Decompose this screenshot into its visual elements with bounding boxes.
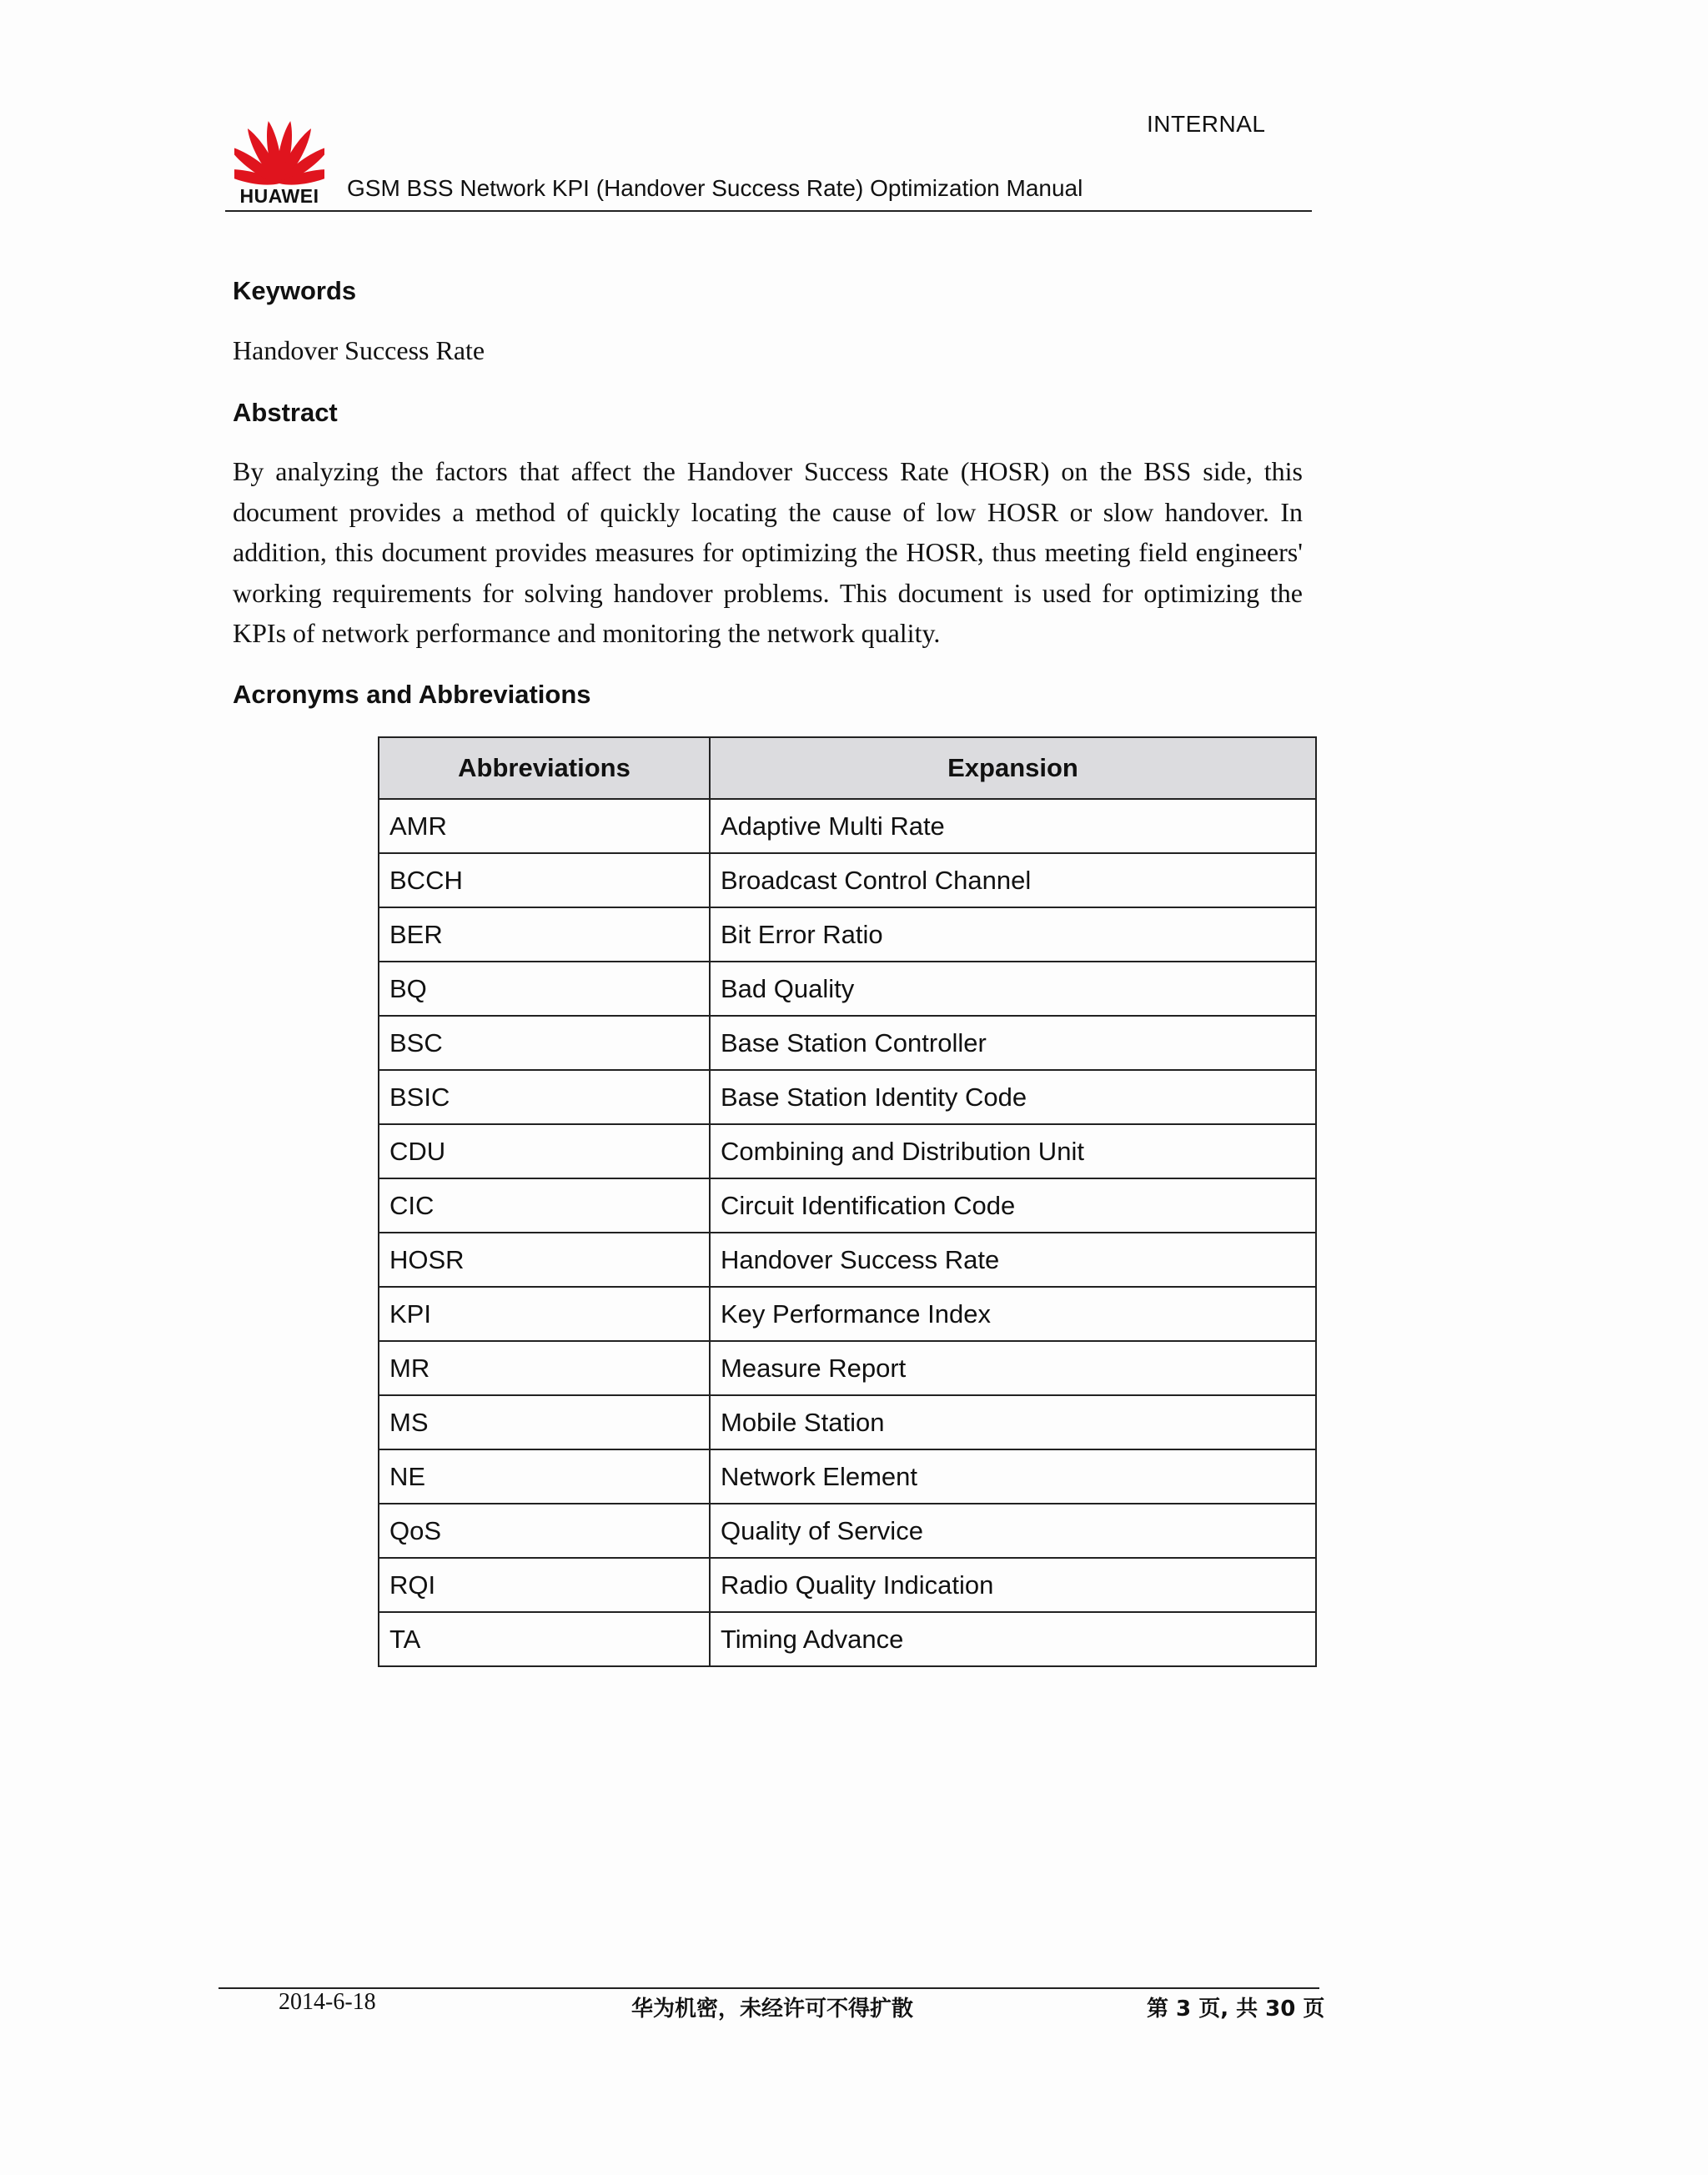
expansion-cell: Measure Report — [710, 1341, 1316, 1395]
table-row — [379, 962, 1316, 1016]
abbreviation-cell: MS — [379, 1395, 710, 1449]
abbreviation-cell: CDU — [379, 1124, 710, 1178]
table-row — [379, 1124, 1316, 1178]
table-body — [379, 799, 1316, 1666]
keywords-heading: Keywords — [233, 276, 357, 305]
expansion-cell: Timing Advance — [710, 1612, 1316, 1666]
table-row — [379, 1449, 1316, 1504]
expansion-cell: Base Station Controller — [710, 1016, 1316, 1070]
abbreviation-cell: RQI — [379, 1558, 710, 1612]
footer-confidentiality: 华为机密，未经许可不得扩散 — [631, 1997, 914, 2022]
column-header-abbreviations: Abbreviations — [379, 737, 710, 799]
table-row — [379, 1395, 1316, 1449]
abbreviation-cell: NE — [379, 1449, 710, 1504]
table-header-row — [379, 737, 1316, 799]
document-title: GSM BSS Network KPI (Handover Success Rate) Optimization Manual — [347, 175, 1083, 201]
footer-page-number: 第 3 页, 共 30 页 — [1147, 1997, 1325, 2022]
expansion-cell: Broadcast Control Channel — [710, 853, 1316, 907]
expansion-cell: Key Performance Index — [710, 1287, 1316, 1341]
table-row — [379, 1558, 1316, 1612]
keywords-text: Handover Success Rate — [233, 335, 485, 365]
table-row — [379, 799, 1316, 853]
expansion-cell: Mobile Station — [710, 1395, 1316, 1449]
expansion-cell: Network Element — [710, 1449, 1316, 1504]
table-row — [379, 1504, 1316, 1558]
abbreviation-cell: MR — [379, 1341, 710, 1395]
footer-date: 2014-6-18 — [279, 1989, 376, 2015]
table-row — [379, 1341, 1316, 1395]
abbreviation-cell: CIC — [379, 1178, 710, 1233]
acronyms-heading: Acronyms and Abbreviations — [233, 680, 591, 709]
huawei-logo — [229, 117, 329, 210]
abbreviation-cell: KPI — [379, 1287, 710, 1341]
footer-divider — [219, 1987, 1319, 1989]
abbreviation-cell: BER — [379, 907, 710, 962]
table-row — [379, 1612, 1316, 1666]
table-row — [379, 1070, 1316, 1124]
column-header-expansion: Expansion — [710, 737, 1316, 799]
expansion-cell: Base Station Identity Code — [710, 1070, 1316, 1124]
expansion-cell: Handover Success Rate — [710, 1233, 1316, 1287]
expansion-cell: Quality of Service — [710, 1504, 1316, 1558]
expansion-cell: Radio Quality Indication — [710, 1558, 1316, 1612]
classification-label: INTERNAL — [1147, 111, 1266, 137]
abbreviation-cell: TA — [379, 1612, 710, 1666]
expansion-cell: Circuit Identification Code — [710, 1178, 1316, 1233]
table-row — [379, 1016, 1316, 1070]
table-row — [379, 1233, 1316, 1287]
table-row — [379, 1287, 1316, 1341]
table-row — [379, 907, 1316, 962]
abbreviations-table — [378, 736, 1317, 1667]
abstract-heading: Abstract — [233, 398, 338, 427]
abstract-text: By analyzing the factors that affect the Handover Success Rate (HOSR) on the BSS side, this document provides a method of quickly locating the cause of low HOSR or slow handover. In addition, this document provides measures for optimizing the HOSR, thus meeting field engineers' working requirements for solving handover problems. This document is used for optimizing the KPIs of network performance and monitoring the network quality. — [233, 456, 1303, 648]
abbreviation-cell: BCCH — [379, 853, 710, 907]
huawei-petals-icon — [234, 117, 324, 187]
expansion-cell: Bad Quality — [710, 962, 1316, 1016]
abbreviation-cell: QoS — [379, 1504, 710, 1558]
abbreviation-cell: BQ — [379, 962, 710, 1016]
table-row — [379, 853, 1316, 907]
table-row — [379, 1178, 1316, 1233]
expansion-cell: Combining and Distribution Unit — [710, 1124, 1316, 1178]
expansion-cell: Adaptive Multi Rate — [710, 799, 1316, 853]
abbreviation-cell: BSC — [379, 1016, 710, 1070]
abbreviation-cell: HOSR — [379, 1233, 710, 1287]
abbreviation-cell: AMR — [379, 799, 710, 853]
logo-wordmark: HUAWEI — [239, 185, 319, 207]
expansion-cell: Bit Error Ratio — [710, 907, 1316, 962]
header-divider — [225, 210, 1312, 212]
abbreviation-cell: BSIC — [379, 1070, 710, 1124]
